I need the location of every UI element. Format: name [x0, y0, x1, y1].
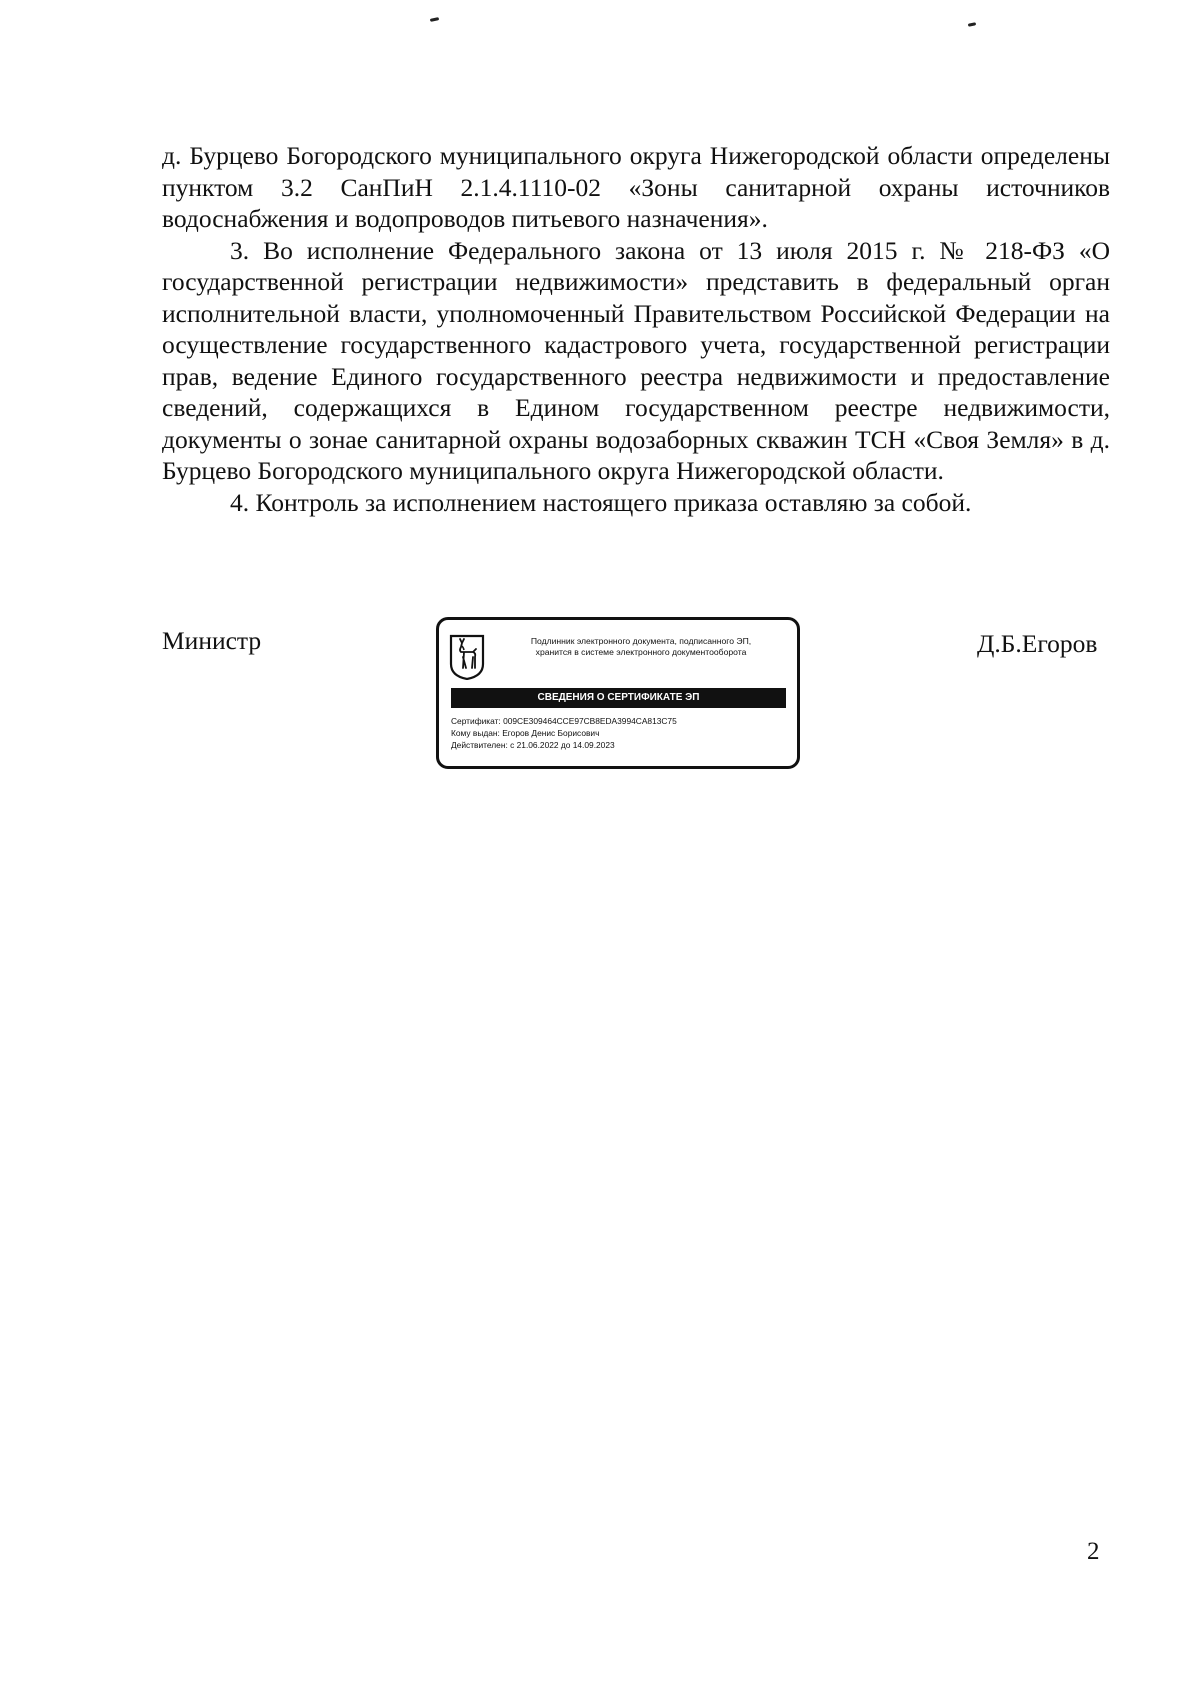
paragraph-item-4: 4. Контроль за исполнением настоящего приказа оставляю за собой.: [230, 487, 972, 517]
certificate-details: [451, 715, 791, 751]
issued-to-label: Кому выдан:: [451, 728, 500, 738]
deer-coat-of-arms-icon: [449, 634, 485, 680]
certificate-row: [451, 715, 791, 727]
stamp-header-line: хранится в системе электронного документооборота: [535, 647, 747, 657]
electronic-signature-stamp: [436, 617, 800, 769]
stamp-header-line: Подлинник электронного документа, подписанного ЭП,: [530, 636, 752, 646]
signer-title: Министр: [162, 626, 262, 655]
certificate-value: 009CE309464CCE97CB8EDA3994CA813C75: [503, 716, 677, 726]
validity-value: с 21.06.2022 до 14.09.2023: [510, 740, 615, 750]
certificate-label: Сертификат:: [451, 716, 501, 726]
certificate-info-bar: СВЕДЕНИЯ О СЕРТИФИКАТЕ ЭП: [451, 688, 786, 708]
paragraph-continuation: д. Бурцево Богородского муниципального округа Нижегородской области определены пунктом 3.2 СанПиН 2.1.4.1110-02 «Зоны санитарной охраны источников водоснабжения и водопроводов питьевого назначения».: [162, 141, 1110, 233]
paragraph-item-3: 3. Во исполнение Федерального закона от 13 июля 2015 г. № 218-ФЗ «О государственной регистрации недвижимости» представить в федеральный орган исполнительной власти, уполномоченный Правительством Российской Федерации на осуществление государственного кадастрового учета, государственной регистрации прав, ведение Единого государственного реестра недвижимости и предоставление сведений, содержащихся в Едином государственном реестре недвижимости, документы о зонае санитарной охраны водозаборных скважин ТСН «Своя Земля» в д. Бурцево Богородского муниципального округа Нижегородской области.: [162, 235, 1110, 485]
page-number: 2: [1087, 1538, 1100, 1565]
validity-row: [451, 739, 791, 751]
stamp-header: [491, 636, 791, 658]
signer-name: Д.Б.Егоров: [977, 629, 1098, 658]
issued-to-row: [451, 727, 791, 739]
validity-label: Действителен:: [451, 740, 508, 750]
issued-to-value: Егоров Денис Борисович: [502, 728, 600, 738]
